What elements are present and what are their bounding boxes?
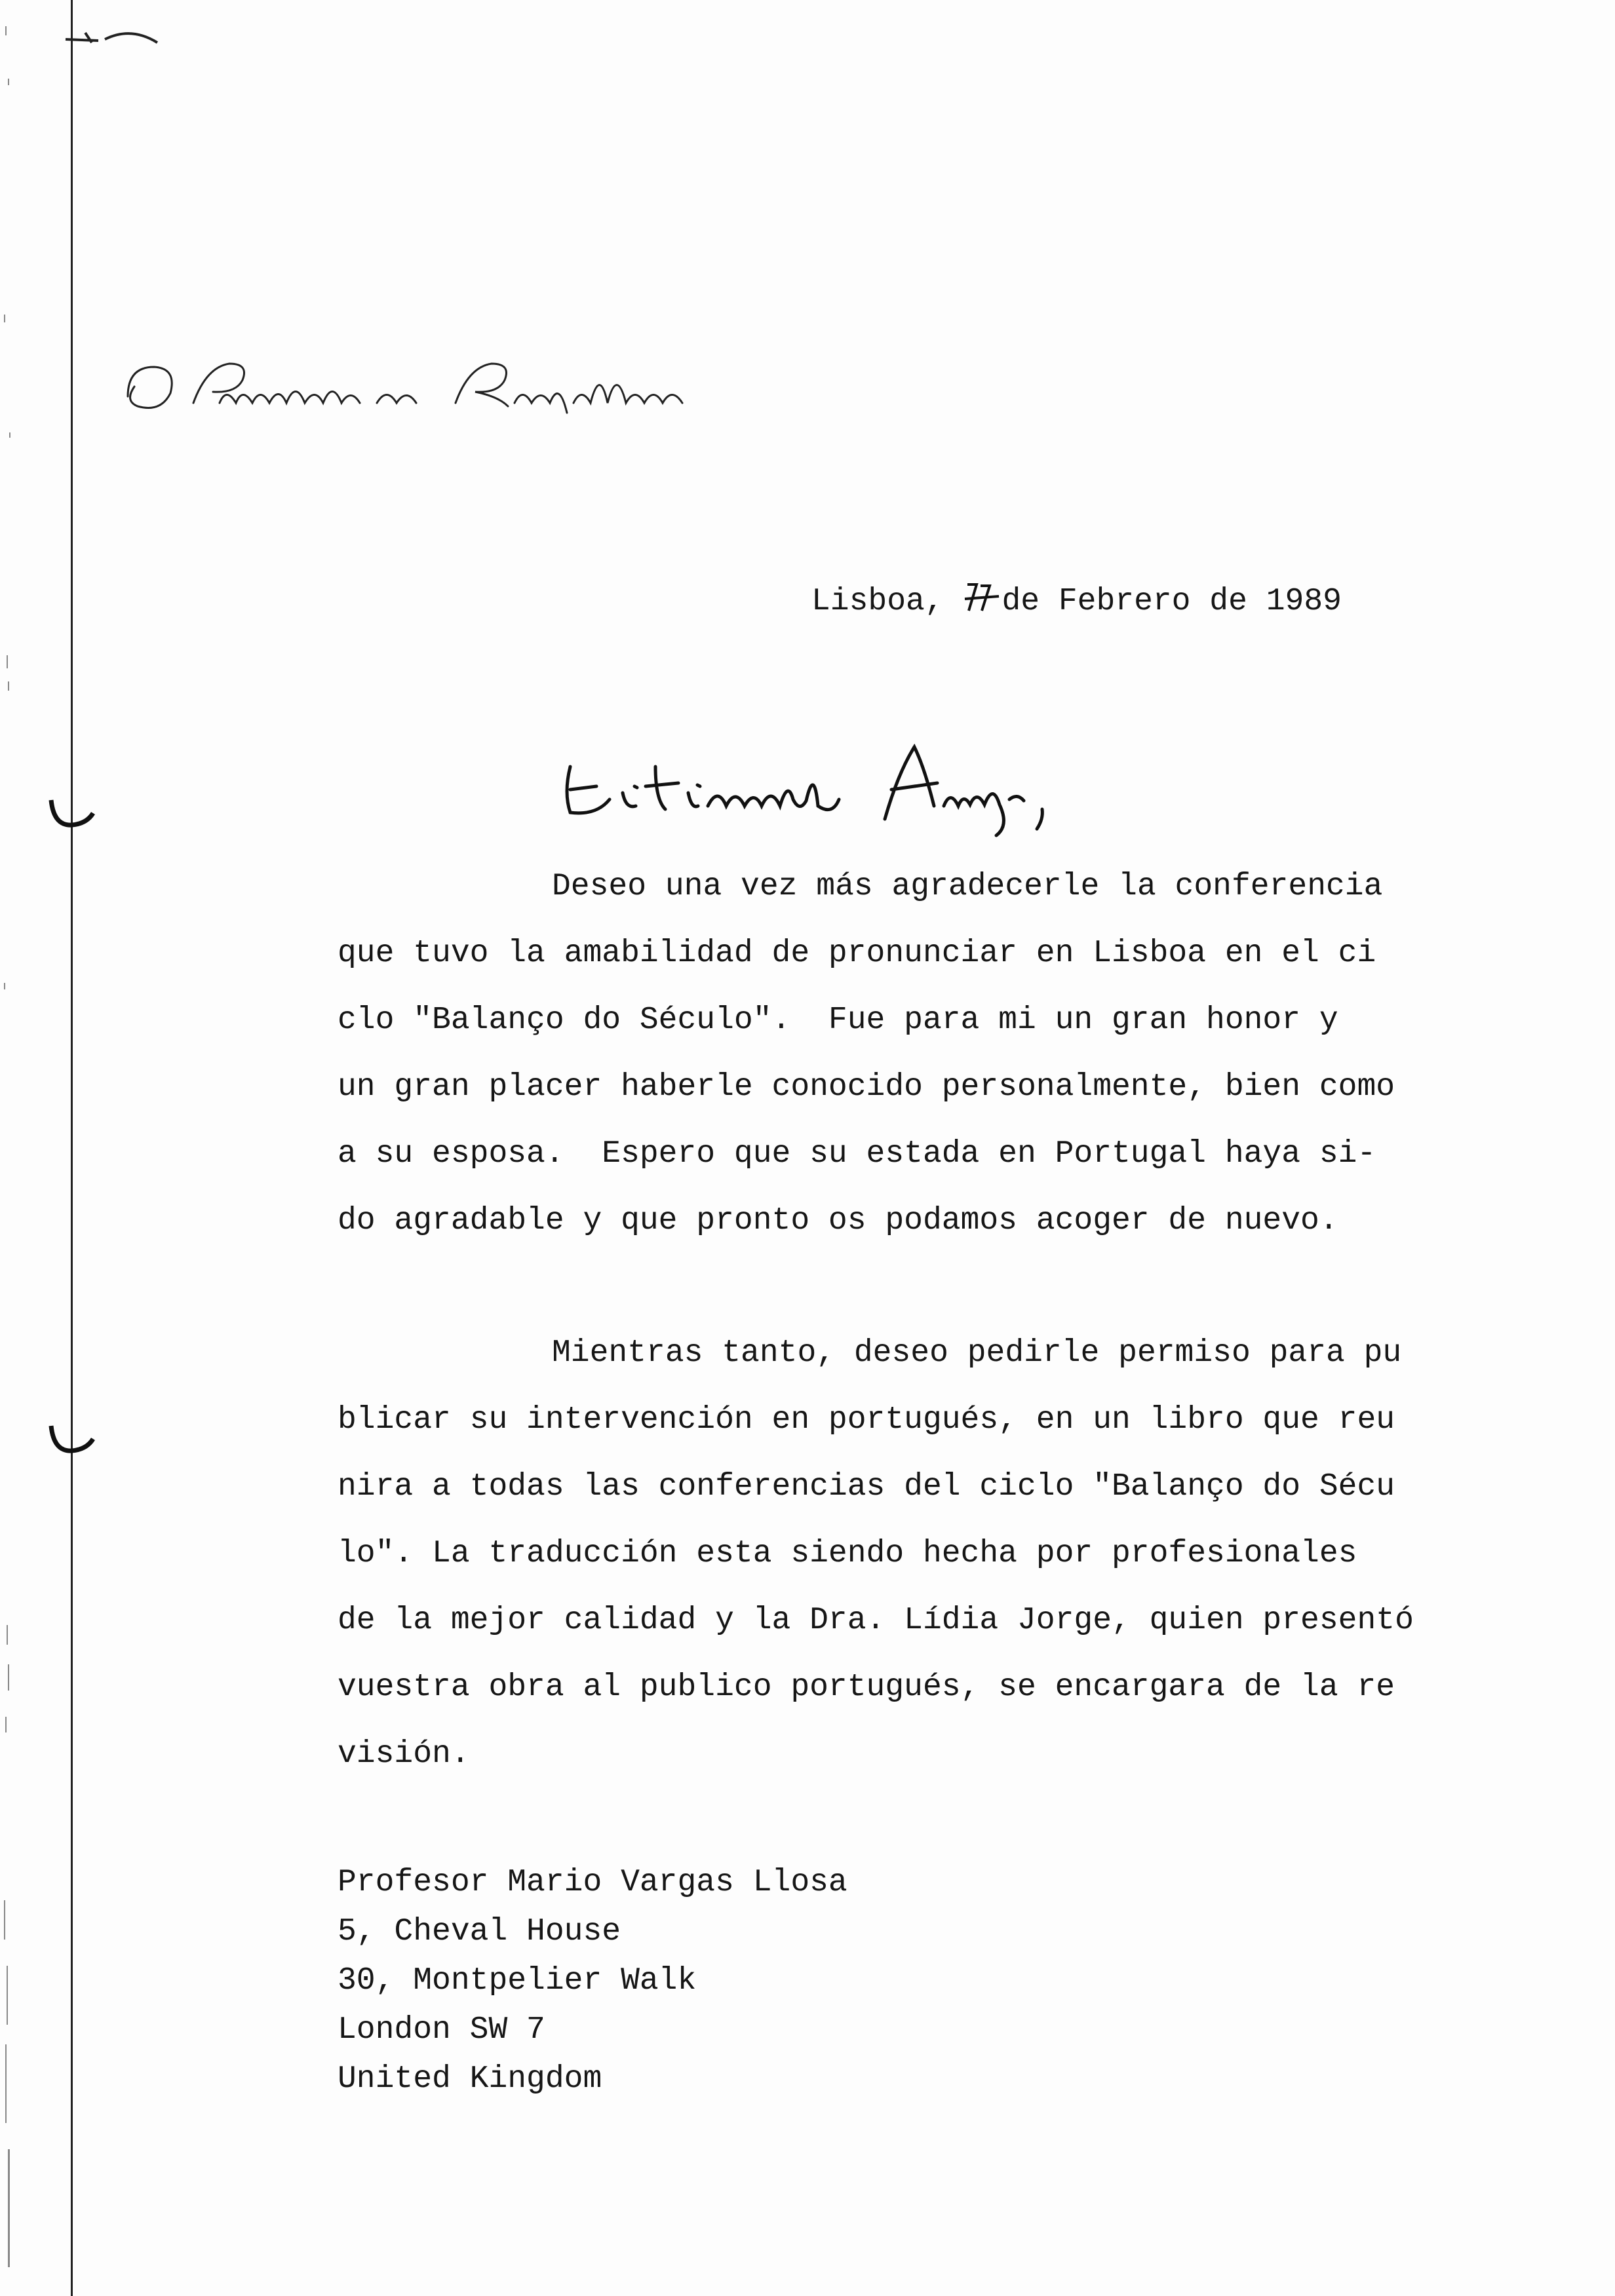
body-line: a su esposa. Espero que su estada en Portugal haya si-: [338, 1136, 1376, 1172]
body-line: vuestra obra al publico portugués, se encargara de la re: [338, 1670, 1395, 1705]
address-line-street: 30, Montpelier Walk: [338, 1963, 697, 1999]
date-city: Lisboa,: [811, 584, 963, 619]
punch-hole-mark-upper: [46, 796, 98, 833]
body-line: un gran placer haberle conocido personalmente, bien como: [338, 1069, 1395, 1105]
body-line: blicar su intervención en portugués, en un libro que reu: [338, 1402, 1395, 1438]
address-line-house: 5, Cheval House: [338, 1914, 621, 1949]
handwritten-day: [962, 577, 1002, 616]
body-line: visión.: [338, 1736, 470, 1772]
body-line: de la mejor calidad y la Dra. Lídia Jorge, quien presentó: [338, 1603, 1414, 1638]
body-line: lo". La traducción esta siendo hecha por profesionales: [338, 1536, 1357, 1571]
handwritten-salutation: [557, 727, 1055, 839]
address-line-city: London SW 7: [338, 2012, 545, 2048]
letterhead-script: [115, 341, 705, 432]
corner-scribble: [59, 13, 170, 59]
body-line: nira a todas las conferencias del ciclo "Balanço do Sécu: [338, 1469, 1395, 1504]
date-text: de Febrero de 1989: [1002, 584, 1342, 619]
left-margin-rule: [71, 0, 73, 2296]
body-line: Deseo una vez más agradecerle la conferencia: [552, 869, 1383, 904]
body-line: Mientras tanto, deseo pedirle permiso para pu: [552, 1335, 1402, 1371]
body-line: que tuvo la amabilidad de pronunciar en Lisboa en el ci: [338, 936, 1376, 971]
address-line-country: United Kingdom: [338, 2061, 602, 2097]
scan-edge-specks: [0, 0, 20, 2296]
address-line-name: Profesor Mario Vargas Llosa: [338, 1865, 847, 1900]
body-line: do agradable y que pronto os podamos acoger de nuevo.: [338, 1203, 1338, 1238]
date-line: [811, 577, 1342, 619]
body-line: clo "Balanço do Século". Fue para mi un gran honor y: [338, 1003, 1338, 1038]
punch-hole-mark-lower: [46, 1422, 98, 1459]
